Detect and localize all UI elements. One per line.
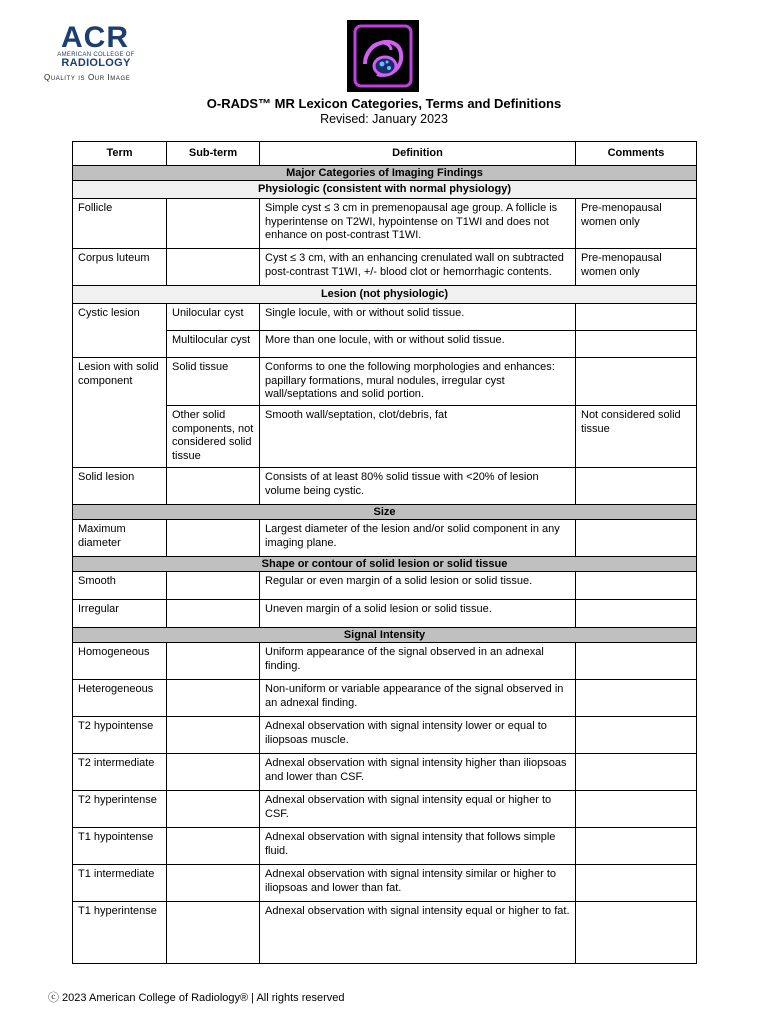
table-row [73,717,697,754]
subterm-cell [167,249,260,286]
header-definition: Definition [260,142,576,166]
definition-cell: More than one locule, with or without solid tissue. [260,331,576,358]
term-cell: Corpus luteum [73,249,167,286]
table-row [73,199,697,249]
comments-cell [576,865,697,902]
term-cell: T1 hypointense [73,828,167,865]
section-row [73,557,697,572]
subterm-cell [167,791,260,828]
definition-cell: Conforms to one the following morphologies and enhances: papillary formations, mural nodules, irregular cyst wall/septations and solid portion. [260,358,576,406]
comments-cell [576,468,697,505]
table-row [73,680,697,717]
definition-cell: Adnexal observation with signal intensity higher than iliopsoas and lower than CSF. [260,754,576,791]
definition-cell: Non-uniform or variable appearance of the signal observed in an adnexal finding. [260,680,576,717]
table-row [73,304,697,331]
comments-cell [576,600,697,628]
subterm-cell [167,902,260,964]
table-row [73,865,697,902]
comments-cell [576,754,697,791]
comments-cell: Pre-menopausal women only [576,199,697,249]
section-physiologic: Physiologic (consistent with normal physiology) [73,181,697,199]
logo-subtitle-1: AMERICAN COLLEGE OF [57,52,135,58]
term-cell: Smooth [73,572,167,600]
header-term: Term [73,142,167,166]
subterm-cell [167,828,260,865]
logo-subtitle-2: RADIOLOGY [61,57,131,69]
definition-cell: Adnexal observation with signal intensity equal or higher to fat. [260,902,576,964]
table-row [73,331,697,358]
term-cell: Lesion with solid component [73,358,167,468]
table-row [73,572,697,600]
comments-cell [576,902,697,964]
definition-cell: Consists of at least 80% solid tissue with <20% of lesion volume being cystic. [260,468,576,505]
term-cell: Homogeneous [73,643,167,680]
table-row [73,643,697,680]
term-cell: T2 hyperintense [73,791,167,828]
comments-cell [576,520,697,557]
section-major-categories: Major Categories of Imaging Findings [73,166,697,181]
logo-tagline: Quality is Our Image [44,73,131,82]
section-lesion: Lesion (not physiologic) [73,286,697,304]
term-cell: T1 hyperintense [73,902,167,964]
definition-cell: Simple cyst ≤ 3 cm in premenopausal age group. A follicle is hyperintense on T2WI, hypointense on T1WI and does not enhance on post-contrast T1WI. [260,199,576,249]
orads-ovary-icon [347,20,419,92]
document-title: O-RADS™ MR Lexicon Categories, Terms and Definitions [206,96,562,111]
section-row [73,505,697,520]
table-row [73,520,697,557]
document-revised-date: Revised: January 2023 [320,112,448,126]
table-row [73,358,697,406]
definition-cell: Uneven margin of a solid lesion or solid tissue. [260,600,576,628]
comments-cell [576,828,697,865]
subterm-cell [167,572,260,600]
definition-cell: Regular or even margin of a solid lesion or solid tissue. [260,572,576,600]
table-row [73,754,697,791]
logo-acr-text: ACR [61,21,129,54]
table-row [73,600,697,628]
subterm-cell [167,199,260,249]
definition-cell: Cyst ≤ 3 cm, with an enhancing crenulated wall on subtracted post-contrast T1WI, +/- blood clot or hemorrhagic contents. [260,249,576,286]
subterm-cell: Multilocular cyst [167,331,260,358]
term-cell: Maximum diameter [73,520,167,557]
table-row [73,902,697,964]
definition-cell: Adnexal observation with signal intensity that follows simple fluid. [260,828,576,865]
term-cell: Heterogeneous [73,680,167,717]
section-signal-intensity: Signal Intensity [73,628,697,643]
section-shape: Shape or contour of solid lesion or solid tissue [73,557,697,572]
subterm-cell [167,600,260,628]
header-comments: Comments [576,142,697,166]
comments-cell [576,572,697,600]
subterm-cell: Unilocular cyst [167,304,260,331]
comments-cell [576,358,697,406]
subterm-cell [167,865,260,902]
comments-cell [576,717,697,754]
comments-cell: Pre-menopausal women only [576,249,697,286]
comments-cell [576,680,697,717]
definition-cell: Adnexal observation with signal intensity equal or higher to CSF. [260,791,576,828]
subterm-cell [167,643,260,680]
lexicon-table [72,141,697,964]
comments-cell: Not considered solid tissue [576,406,697,468]
term-cell: T1 intermediate [73,865,167,902]
copyright-footer: ⓒ 2023 American College of Radiology® | All rights reserved [48,992,345,1004]
term-cell: T2 intermediate [73,754,167,791]
subterm-cell [167,717,260,754]
term-cell: Cystic lesion [73,304,167,358]
section-row [73,166,697,181]
subterm-cell [167,468,260,505]
table-row [73,828,697,865]
subterm-cell: Other solid components, not considered solid tissue [167,406,260,468]
table-header-row [73,142,697,166]
definition-cell: Uniform appearance of the signal observed in an adnexal finding. [260,643,576,680]
term-cell: Solid lesion [73,468,167,505]
comments-cell [576,791,697,828]
definition-cell: Single locule, with or without solid tissue. [260,304,576,331]
acr-logo [44,21,154,82]
definition-cell: Smooth wall/septation, clot/debris, fat [260,406,576,468]
table-row [73,406,697,468]
subterm-cell [167,680,260,717]
section-row [73,628,697,643]
subterm-cell: Solid tissue [167,358,260,406]
subterm-cell [167,754,260,791]
subterm-cell [167,520,260,557]
term-cell: T2 hypointense [73,717,167,754]
section-row [73,286,697,304]
definition-cell: Adnexal observation with signal intensity similar or higher to iliopsoas and lower than fat. [260,865,576,902]
term-cell: Irregular [73,600,167,628]
table-row [73,791,697,828]
table-row [73,468,697,505]
comments-cell [576,304,697,331]
section-row [73,181,697,199]
term-cell: Follicle [73,199,167,249]
definition-cell: Adnexal observation with signal intensity lower or equal to iliopsoas muscle. [260,717,576,754]
comments-cell [576,331,697,358]
table-row [73,249,697,286]
definition-cell: Largest diameter of the lesion and/or solid component in any imaging plane. [260,520,576,557]
header-subterm: Sub-term [167,142,260,166]
section-size: Size [73,505,697,520]
comments-cell [576,643,697,680]
